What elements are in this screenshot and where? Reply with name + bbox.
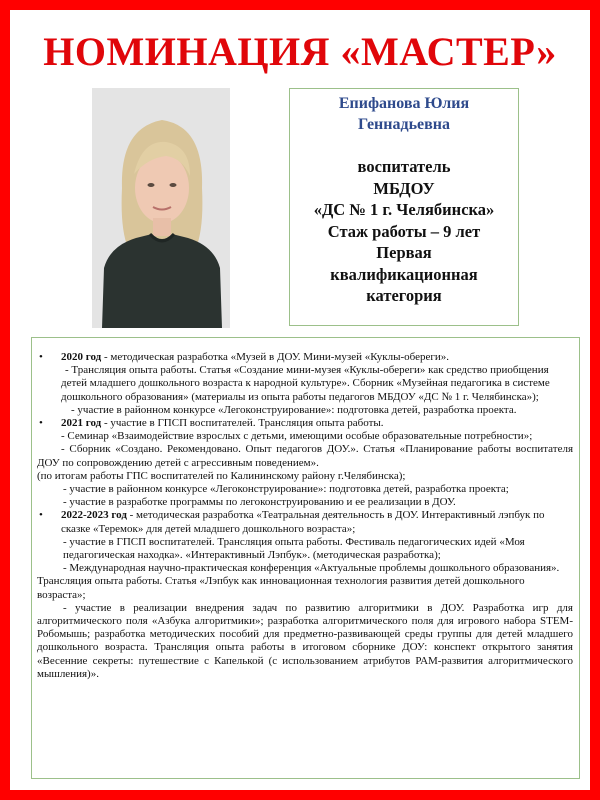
list-item: - участие в реализации внедрения задач по развитию алгоритмики в ДОУ. Разработка игр для алгоритмического поля «Азбука алгоритмики»; разработка алгоритмического поля для игрового набора STEM-Робомышь; разработка методических пособий для предметно-развивающей среды группы для детей младшего дошкольного возраста. Трансляция опыта работы в итоговом сборнике ДОУ: конспект открытого занятия «Весенние секреты: путешествие с Капелькой (с использованием атрибутов РАМ-развития алгоритмического мышления)». — [37, 601, 573, 680]
year-label: 2022-2023 год — [61, 509, 127, 522]
bullet: • — [39, 351, 43, 363]
list-item: - участие в ГПСП воспитателей. Трансляция опыта работы. Фестиваль педагогических идей «Моя педагогическая находка». «Интерактивный Лэпбук». (методическая разработка); — [63, 535, 525, 562]
year-2021-item — [37, 417, 573, 430]
year-2022-item — [37, 509, 573, 535]
list-item: - участие в районном конкурсе «Легоконструирование»: подготовка детей, разработка проекта. — [71, 403, 517, 416]
year-label: 2021 год — [61, 417, 102, 430]
page-title: НОМИНАЦИЯ «МАСТЕР» — [43, 29, 557, 74]
list-item: (по итогам работы ГПС воспитателей по Калининскому району г.Челябинска); — [37, 469, 406, 482]
list-item: - Трансляция опыта работы. Статья «Создание мини-музея «Куклы-обереги» как средство приобщения детей младшего дошкольного возраста к народной культуре». Сборник «Музейная педагогика в системе дошкольного образования» (материалы из опыта работы педагогов МБДОУ «ДС № 1 г. Челябинска»); — [61, 364, 550, 403]
list-item: - Международная научно-практическая конференция «Актуальные проблемы дошкольного образования». Трансляция опыта работы. Статья «Лэпбук как инновационная технология развития детей дошкольного возраста»; — [37, 562, 560, 601]
role-line: квалификационная — [330, 264, 478, 284]
role-line: Стаж работы – 9 лет — [327, 221, 481, 241]
profile-role — [290, 156, 518, 307]
role-line: Первая — [376, 243, 432, 262]
portrait-photo — [92, 88, 230, 328]
list-item: - участие в разработке программы по легоконструированию и ее реализации в ДОУ. — [63, 496, 456, 509]
year-label: 2020 год — [61, 351, 102, 363]
portrait-illustration — [92, 88, 230, 328]
list-item: - Сборник «Создано. Рекомендовано. Опыт педагогов ДОУ.». Статья «Планирование работы воспитателя ДОУ по сопровождению детей с агрессивным поведением». — [37, 443, 573, 469]
list-item: - участие в районном конкурсе «Легоконструирование»: подготовка детей, разработка проекта; — [63, 483, 509, 496]
bullet: • — [39, 509, 43, 522]
name-line-1: Епифанова Юлия — [338, 95, 470, 112]
achievements-box — [31, 337, 580, 779]
profile-card — [289, 88, 519, 326]
profile-name — [290, 93, 518, 135]
year-intro: - методическая разработка «Музей в ДОУ. Мини-музей «Куклы-обереги». — [101, 351, 450, 363]
role-line: МБДОУ — [373, 178, 435, 198]
bullet: • — [39, 417, 43, 430]
role-line: «ДС № 1 г. Челябинска» — [313, 200, 495, 219]
year-intro: - методическая разработка «Театральная деятельность в ДОУ. Интерактивный лэпбук по сказке «Теремок» для детей младшего дошкольного возраста»; — [61, 509, 545, 535]
year-intro: - участие в ГПСП воспитателей. Трансляция опыта работы. — [101, 417, 384, 430]
list-item: - Семинар «Взаимодействие взрослых с детьми, имеющими особые образовательные потребности»; — [61, 430, 533, 443]
name-line-2: Геннадьевна — [357, 116, 450, 133]
role-line: воспитатель — [357, 157, 451, 176]
year-2020-item — [37, 351, 573, 364]
role-line: категория — [366, 286, 442, 305]
